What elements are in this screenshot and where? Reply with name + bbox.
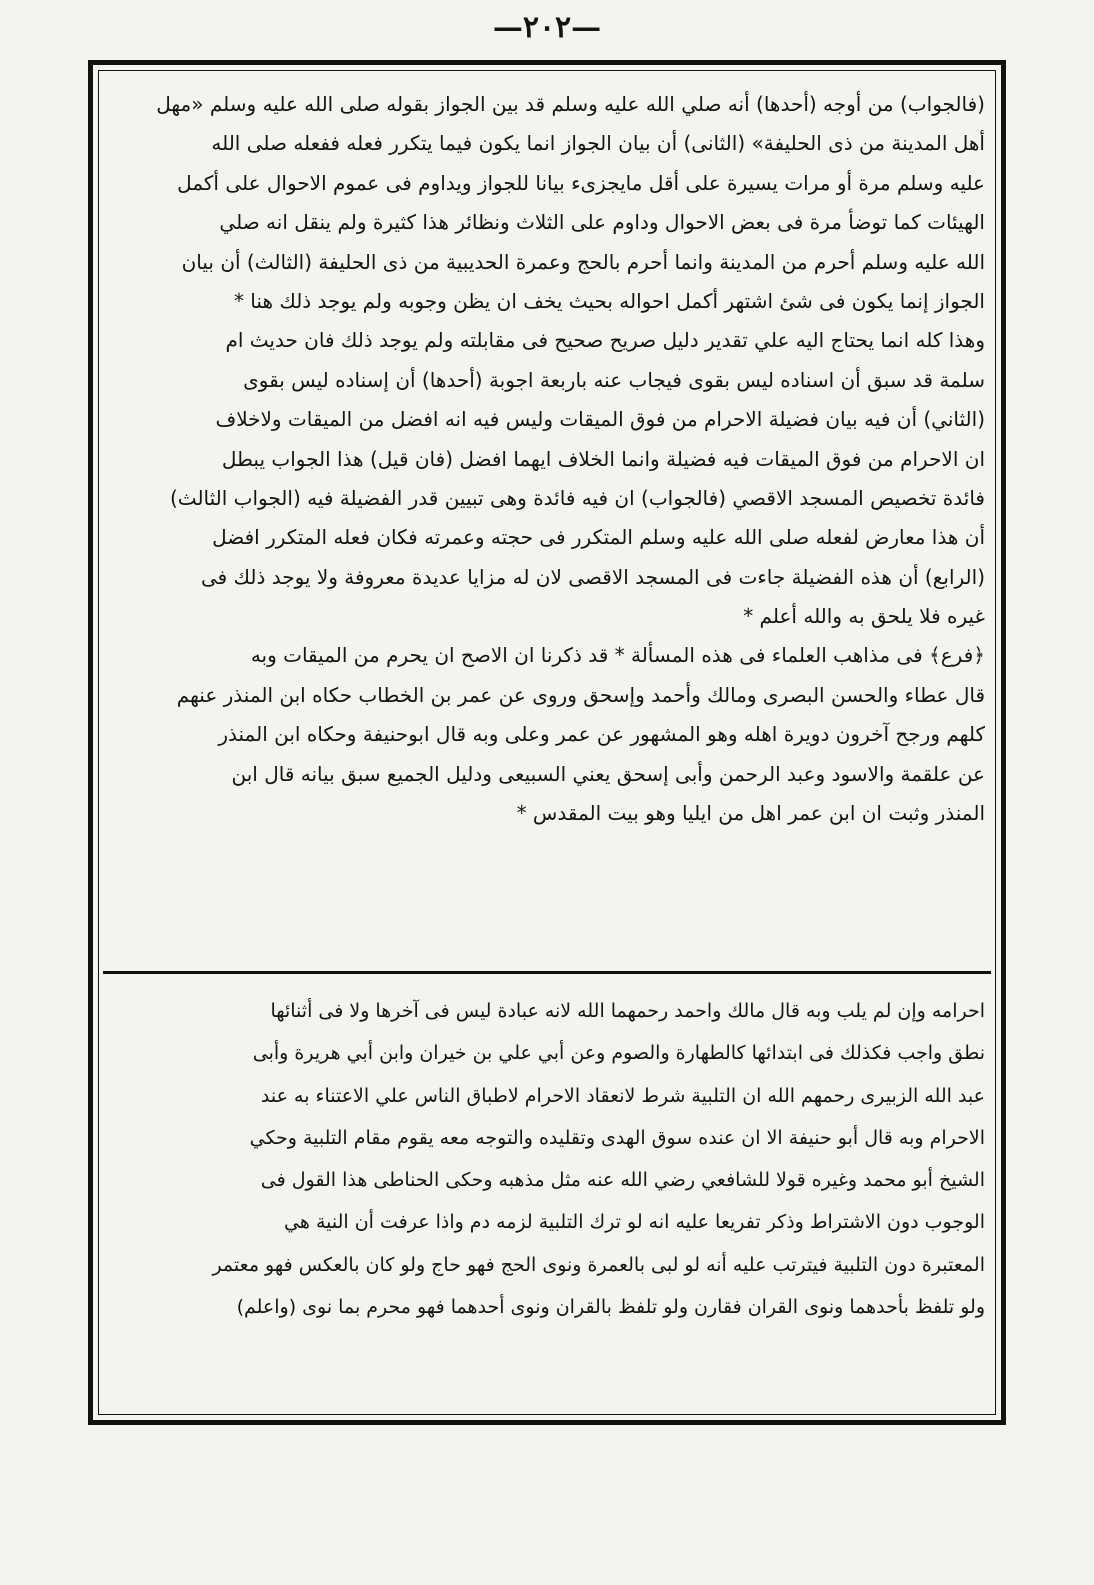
footnote-divider [103,971,991,974]
main-text-line: الهيئات كما توضأ مرة فى بعض الاحوال وداوم على الثلاث ونظائر هذا كثيرة ولم ينقل انه صلي [219,210,985,235]
main-text-line: قال عطاء والحسن البصرى ومالك وأحمد وإسحق وروى عن عمر بن الخطاب حكاه ابن المنذر عنهم [176,682,985,707]
main-text-line: (فالجواب) من أوجه (أحدها) أنه صلي الله عليه وسلم قد بين الجواز بقوله صلى الله عليه وسلم «مهل [156,92,985,116]
footnote-text-line: عبد الله الزبيرى رحمهم الله ان التلبية شرط لانعقاد الاحرام لاطباق الناس علي الاعتناء به عند [260,1084,985,1107]
main-text-line: وهذا كله انما يحتاج اليه علي تقدير دليل صريح صحيح فى مقابلته ولم يوجد ذلك فان حديث ام [225,328,985,353]
footnote-text-line: احرامه وإن لم يلب وبه قال مالك واحمد رحمهما الله لانه عبادة ليس فى آخرها ولا فى أثنائها [270,1000,985,1022]
footnote-text-line: الشيخ أبو محمد وغيره قولا للشافعي رضي الله عنه مثل مذهبه وحكى الحناطى هذا القول فى [260,1169,985,1192]
main-text-line: (الرابع) أن هذه الفضيلة جاءت فى المسجد الاقصى لان له مزايا عديدة معروفة ولا يوجد ذلك فى [200,564,985,589]
page-frame [88,60,1006,1425]
footnote-text-line: ولو تلفظ بأحدهما ونوى القران فقارن ولو تلفظ بالقران ونوى أحدهما فهو محرم بما نوى (واعلم) [236,1296,985,1319]
main-text-line: فائدة تخصيص المسجد الاقصي (فالجواب) ان فيه فائدة وهى تبيين قدر الفضيلة فيه (الجواب الثالث) [170,485,985,510]
footnote-text-line: نطق واجب فكذلك فى ابتدائها كالطهارة والصوم وعن أبي علي بن خيران وابن أبي هريرة وأبى [252,1042,985,1065]
main-text-line: ان الاحرام من فوق الميقات فيه فضيلة وانما الخلاف ايهما افضل (فان قيل) هذا الجواب يبطل [221,446,985,471]
footnote-text-line: المعتبرة دون التلبية فيترتب عليه أنه لو لبى بالعمرة ونوى الحج فهو حاج ولو كان بالعكس فهو معتمر [212,1253,985,1276]
main-text-line: الله عليه وسلم أحرم من المدينة وانما أحرم بالحج وعمرة الحديبية من ذى الحليفة (الثالث) أن بيان [181,249,985,274]
main-text-line: عن علقمة والاسود وعبد الرحمن وأبى إسحق يعني السبيعى ودليل الجميع سبق بيانه قال ابن [231,761,985,786]
page-number: —٢٠٢— [492,10,602,45]
main-text-line: سلمة قد سبق أن اسناده ليس بقوى فيجاب عنه باربعة اجوبة (أحدها) أن إسناده ليس بقوى [243,367,985,392]
main-text-line: غيره فلا يلحق به والله أعلم * [743,604,985,629]
main-text-line: ﴿فرع﴾ فى مذاهب العلماء فى هذه المسألة * قد ذكرنا ان الاصح ان يحرم من الميقات وبه [250,643,985,668]
main-text-line: أن هذا معارض لفعله صلى الله عليه وسلم المتكرر فى حجته وعمرته فكان فعله المتكرر افضل [212,525,985,550]
main-text-line: أهل المدينة من ذى الحليفة» (الثانى) أن بيان الجواز انما يكون فيما يتكرر فعله ففعله صلى الله [211,131,985,156]
main-text-line: الجواز إنما يكون فى شئ اشتهر أكمل احواله بحيث يخف ان يظن وجوبه ولم يوجد ذلك هنا * [233,288,985,313]
main-text-line: المنذر وثبت ان ابن عمر اهل من ايليا وهو بيت المقدس * [516,801,985,826]
main-text-line: عليه وسلم مرة أو مرات يسيرة على أقل مايجزىء بيانا للجواز ويداوم فى عموم الاحوال على أكمل [177,170,985,195]
main-text-line: (الثاني) أن فيه بيان فضيلة الاحرام من فوق الميقات وليس فيه انه افضل من الميقات ولاخلاف [215,407,985,432]
footnote-text-line: الوجوب دون الاشتراط وذكر تفريعا عليه انه لو ترك التلبية لزمه دم واذا عرفت أن النية هي [284,1211,985,1234]
footnote-text-line: الاحرام وبه قال أبو حنيفة الا ان عنده سوق الهدى وتقليده والتوجه معه يقوم مقام التلبية وحكي [249,1126,985,1149]
footnote-text-block [109,990,985,1328]
main-text-line: كلهم ورجح آخرون دويرة اهله وهو المشهور عن عمر وعلى وبه قال ابوحنيفة وحكاه ابن المنذر [218,722,985,747]
main-text-block [109,85,985,833]
